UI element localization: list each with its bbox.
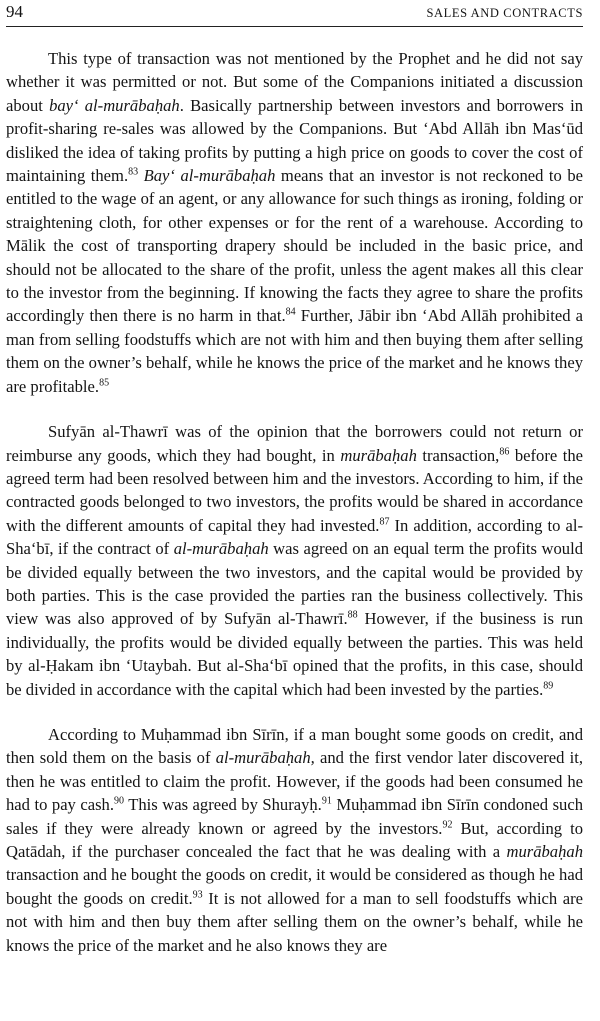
footnote-ref: 87: [379, 516, 390, 528]
text-run: This type of transaction was not mentioned by the Prophet and he did not say whether it was permitted or not. But some of the Companions initiated a discussion about: [6, 49, 583, 115]
paragraph-2: [6, 420, 583, 701]
footnote-ref: 84: [285, 306, 296, 318]
footnote-ref: 88: [347, 609, 358, 621]
text-run: It is not allowed for a man to sell foodstuffs which are not with him and then buy them after selling them on the owner’s behalf, while he knows the price of the market and he also knows they are: [6, 888, 583, 955]
text-run: But, according to Qatādah, if the purchaser concealed the fact that he was dealing with a: [6, 818, 583, 861]
text-run: was agreed on an equal term the profits would be divided equally between the two investors, and the capital would be provided by both parties. This is the case provided the parties ran the business collectively. This view was also approved of by Sufyān al-Thawrī.: [6, 539, 583, 629]
text-run: transaction,: [416, 445, 500, 465]
italic-term: bay‘ al-murābaḥah: [49, 95, 180, 115]
text-run: However, if the business is run individually, the profits would be divided equally between the parties. This was held by al-Ḥakam ibn ‘Utaybah. But al-Sha‘bī opined that the profits, in this case, should be divided in accordance with the capital which had been invested by the parties.: [6, 609, 583, 699]
italic-term: al-murābaḥah,: [215, 748, 315, 768]
text-run: Muḥammad ibn Sīrīn condoned such sales if they were already known or agreed by the investors.: [6, 795, 584, 838]
running-head: [6, 0, 583, 27]
text-run: This was agreed by Shurayḥ.: [124, 795, 322, 815]
text-run: before the agreed term had been resolved between him and the investors. According to him, if the contracted goods belonged to two investors, the profits would be shared in accordance with the different amounts of capital they had invested.: [6, 445, 583, 535]
text-run: transaction and he bought the goods on credit, it would be considered as though he had bought the goods on credit.: [6, 865, 583, 908]
footnote-ref: 93: [192, 889, 203, 901]
body-text: [6, 47, 583, 957]
text-run: According to Muḥammad ibn Sīrīn, if a man bought some goods on credit, and then sold them on the basis of: [6, 724, 583, 768]
text-run: Further, Jābir ibn ‘Abd Allāh prohibited a man from selling foodstuffs which are not with him and then buying them after selling them on the owner’s behalf, while he knows the price of the market and he knows they are profitable.: [6, 306, 583, 396]
footnote-ref: 92: [442, 819, 453, 831]
text-run: In addition, according to al-Sha‘bī, if the contract of: [6, 515, 583, 559]
text-run: . Basically partnership between investors and borrowers in profit-sharing re-sales was allowed by the Companions. But ‘Abd Allāh ibn Mas‘ūd disliked the idea of taking profits by putting a high price on goods to cover the cost of maintaining them.: [6, 95, 583, 186]
italic-term: murābaḥah: [506, 842, 583, 861]
footnote-ref: 90: [114, 795, 124, 807]
footnote-ref: 85: [99, 377, 110, 389]
footnote-ref: 91: [321, 795, 332, 807]
footnote-ref: 83: [128, 166, 139, 178]
footnote-ref: 86: [499, 445, 510, 457]
italic-term: al-murābaḥah: [173, 539, 269, 559]
text-run: and the first vendor later discovered it, then he was entitled to claim the profit. However, if the goods had been consumed he had to pay cash.: [6, 748, 583, 815]
footnote-ref: 89: [543, 680, 554, 692]
text-run: Sufyān al-Thawrī was of the opinion that the borrowers could not return or reimburse any goods, which they had bought, in: [6, 422, 583, 465]
italic-term: murābaḥah: [340, 445, 417, 465]
running-title: SALES AND CONTRACTS: [426, 6, 583, 20]
text-run: means that an investor is not reckoned to be entitled to the wage of an agent, or any allowance for such things as ironing, folding or straightening cloth, for other expenses or for the rent of a warehouse. According to Mālik the cost of transporting drapery should be included in the basic price, and should not be allocated to the share of the profit, unless the agent makes all this clear to the investor from the beginning. If knowing the facts they agree to share the profits accordingly then there is no harm in that.: [6, 166, 583, 326]
paragraph-1: [6, 47, 583, 398]
italic-term: Bay‘ al-murābaḥah: [143, 166, 276, 186]
paragraph-3: [6, 723, 583, 957]
page-number: 94: [6, 2, 23, 21]
